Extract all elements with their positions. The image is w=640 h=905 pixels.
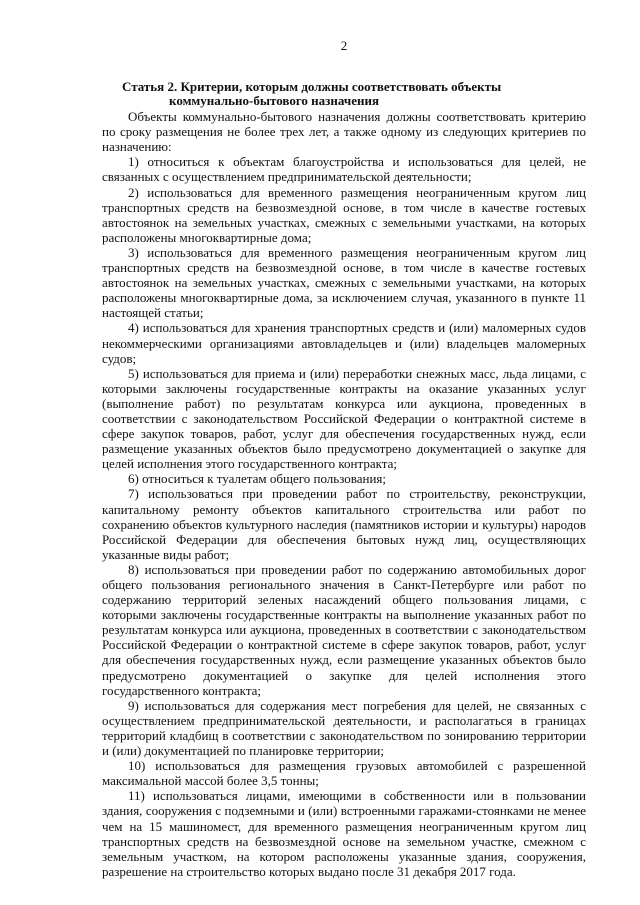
page-number: 2 — [340, 38, 348, 53]
criterion-item-7: 7) использоваться при проведении работ по строительству, реконструкции, капитальному ремонту объектов капитального строительства или работ по сохранению объектов культурного наследия (памятников истории и культуры) народов Российской Федерации для обеспечения бытовых нужд лиц, осуществляющих указанные виды работ; — [102, 486, 586, 562]
criterion-item-6: 6) относиться к туалетам общего пользования; — [128, 471, 386, 487]
criterion-item-5: 5) использоваться для приема и (или) переработки снежных масс, льда лицами, с которыми заключены государственные контракты на оказание указанных услуг (выполнение работ) по результатам конкурса или аукциона, проведенных в соответствии с законодательством Российской Федерации о контрактной системе в сфере закупок товаров, работ, услуг для обеспечения государственных нужд, если размещение указанных объектов было предусмотрено документацией о закупке для целей исполнения этого государственного контракта; — [102, 365, 586, 472]
criterion-item-11: 11) использоваться лицами, имеющими в собственности или в пользовании здания, сооружения с подземными и (или) встроенными гаражами-стоянками не менее чем на 15 машиномест, для временного размещения неограниченным кругом лиц транспортных средств на безвозмездной основе на земельном участке, смежном с земельным участком, на котором расположены указанные здания, сооружения, разрешение на строительство которых выдано после 31 декабря 2017 года. — [102, 788, 586, 879]
criterion-item-4: 4) использоваться для хранения транспортных средств и (или) маломерных судов некоммерческими организациями автовладельцев и (или) владельцев маломерных судов; — [102, 320, 586, 366]
article-heading-line2: коммунально-бытового назначения — [169, 93, 379, 109]
article-heading-line1: Статья 2. Критерии, которым должны соответствовать объекты — [122, 79, 502, 95]
criterion-item-8: 8) использоваться при проведении работ по содержанию автомобильных дорог общего пользования регионального значения в Санкт-Петербурге или работ по содержанию территорий зеленых насаждений общего пользования лицами, с которыми заключены государственные контракты на выполнение указанных работ по результатам конкурса или аукциона, проведенных в соответствии с законодательством Российской Федерации о контрактной системе в сфере закупок товаров, работ, услуг для обеспечения государственных нужд, если размещение указанных объектов было предусмотрено документацией о закупке для целей исполнения этого государственного контракта; — [102, 561, 586, 698]
criterion-item-10: 10) использоваться для размещения грузовых автомобилей с разрешенной максимальной массой более 3,5 тонны; — [102, 758, 586, 789]
intro-paragraph: Объекты коммунально-бытового назначения должны соответствовать критерию по сроку размещения не более трех лет, а также одному из следующих критериев по назначению: — [102, 109, 586, 155]
criterion-item-9: 9) использоваться для содержания мест погребения для целей, не связанных с осуществлением предпринимательской деятельности, и располагаться в границах территорий кладбищ в соответствии с законодательством по зонированию территории и (или) документацией по планировке территории; — [102, 697, 586, 759]
article-heading — [122, 80, 586, 108]
criterion-item-1: 1) относиться к объектам благоустройства и использоваться для целей, не связанных с осуществлением предпринимательской деятельности; — [102, 154, 586, 185]
criterion-item-3: 3) использоваться для временного размещения неограниченным кругом лиц транспортных средств на безвозмездной основе, в том числе в качестве гостевых автостоянок на земельных участках, смежных с земельными участками, на которых расположены многоквартирные дома, за исключением случая, указанного в пункте 11 настоящей статьи; — [102, 244, 586, 321]
criterion-item-2: 2) использоваться для временного размещения неограниченным кругом лиц транспортных средств на безвозмездной основе, в том числе в качестве гостевых автостоянок на земельных участках, смежных с земельными участками, на которых расположены многоквартирные дома; — [102, 184, 586, 245]
